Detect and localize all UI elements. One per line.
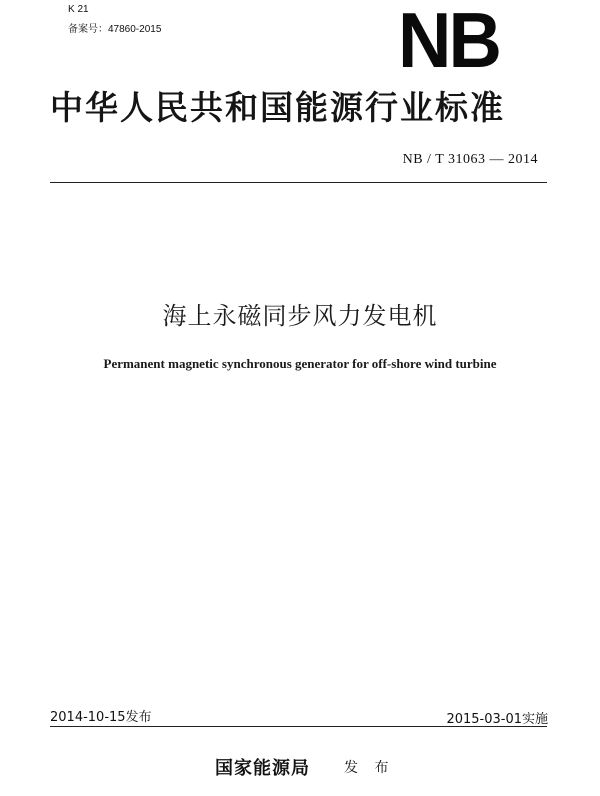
implementation-date: 2015-03-01实施 [446, 712, 548, 727]
issue-action: 发 布 [344, 760, 395, 776]
issue-date: 2014-10-15发布 [50, 710, 152, 725]
document-title-zh: 海上永磁同步风力发电机 [162, 302, 438, 330]
document-title-en: Permanent magnetic synchronous generator for off-shore wind turbine [103, 356, 497, 371]
bottom-divider [50, 726, 547, 727]
standard-number: NB / T 31063 — 2014 [402, 152, 538, 167]
issuing-authority: 国家能源局 [215, 758, 310, 779]
top-divider [50, 182, 547, 183]
nb-logo: NB [398, 0, 499, 84]
filing-number: 备案号：47860-2015 [68, 24, 162, 35]
organization-title: 中华人民共和国能源行业标准 [50, 88, 505, 127]
classification-code: K 21 [68, 4, 89, 15]
